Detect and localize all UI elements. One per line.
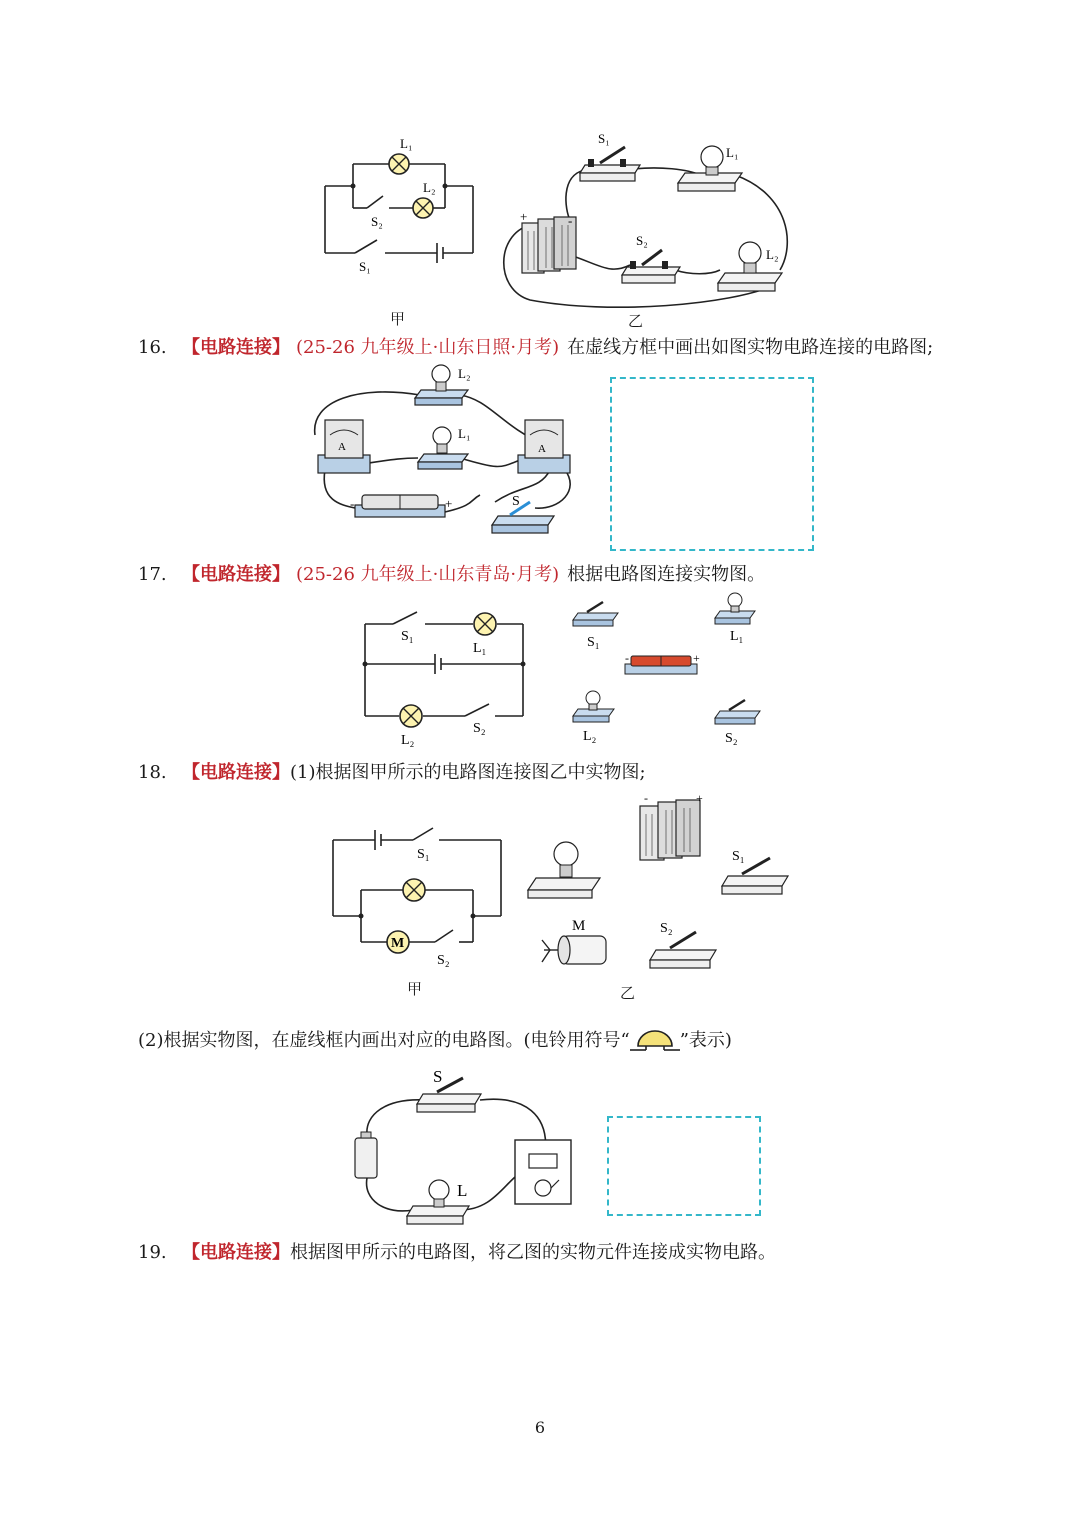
- q16-physical-diagram: [300, 360, 585, 550]
- svg-text:S₁: S₁: [401, 629, 414, 644]
- fig15-caption-jia: 甲: [390, 312, 406, 328]
- q17-switch-s2: [715, 700, 760, 724]
- page-number: 6: [534, 1418, 546, 1437]
- svg-text:S₁: S₁: [732, 849, 745, 864]
- q18-text1: (1)根据图甲所示的电路图连接图乙中实物图;: [290, 762, 646, 783]
- svg-text:L₂: L₂: [458, 366, 471, 381]
- q18-part2-physical-diagram: [345, 1060, 580, 1232]
- svg-text:+: +: [520, 209, 528, 224]
- q18-caption-jia: 甲: [407, 982, 423, 998]
- q17-circuit-diagram: [355, 600, 530, 750]
- svg-text:+: +: [693, 651, 700, 665]
- q19-number: 19.: [138, 1242, 167, 1263]
- svg-text:L: L: [457, 1181, 468, 1200]
- q18-text2-b: ”表示): [679, 1030, 732, 1051]
- svg-text:-: -: [644, 791, 648, 805]
- q18-part2-battery: [355, 1132, 377, 1178]
- q18-motor: [542, 936, 606, 964]
- q17-physical-components: [565, 590, 765, 750]
- svg-text:+: +: [445, 496, 453, 511]
- q18-battery: [640, 800, 700, 860]
- svg-text:S₁: S₁: [417, 847, 430, 862]
- fig15-label-s1: S₁: [359, 259, 371, 274]
- svg-text:L₂: L₂: [583, 729, 597, 744]
- q17-lamp-l2: [573, 691, 614, 722]
- fig15-label-l2: L₂: [423, 180, 436, 195]
- q17-lamp-l1: [715, 593, 755, 624]
- q16-line: [138, 333, 933, 359]
- svg-text:S₂: S₂: [473, 721, 486, 736]
- q17-line: [138, 560, 765, 586]
- fig15-switch-s2: [622, 250, 680, 283]
- q16-battery-holder: [355, 495, 445, 517]
- q18-physical-components: [520, 790, 795, 975]
- svg-text:A: A: [538, 443, 546, 455]
- svg-text:A: A: [338, 441, 346, 453]
- q19-line: [138, 1238, 776, 1264]
- q17-tag: 【电路连接】: [182, 564, 290, 585]
- svg-text:L₁: L₁: [473, 641, 487, 656]
- q16-ammeter-right: [518, 420, 570, 473]
- svg-text:L₁: L₁: [458, 426, 471, 441]
- q16-answer-box[interactable]: [610, 377, 814, 551]
- q17-number: 17.: [138, 564, 167, 585]
- svg-text:S₂: S₂: [437, 953, 450, 968]
- fig15-caption-yi: 乙: [628, 314, 644, 330]
- svg-text:S₂: S₂: [725, 731, 738, 746]
- fig15-switch-s1: [580, 147, 640, 181]
- svg-text:-: -: [350, 496, 355, 511]
- svg-text:+: +: [696, 791, 703, 805]
- q17-text: 根据电路图连接实物图。: [567, 564, 766, 585]
- svg-text:S₂: S₂: [660, 921, 673, 936]
- svg-text:M: M: [572, 918, 586, 934]
- q18-switch-s2: [650, 932, 716, 968]
- q18-caption-yi: 乙: [620, 986, 636, 1002]
- q18-circuit-diagram: [325, 820, 510, 970]
- q18-tag: 【电路连接】: [182, 762, 290, 783]
- q16-ammeter-left: [318, 420, 370, 473]
- svg-text:S: S: [433, 1067, 443, 1086]
- svg-text:S: S: [512, 494, 520, 509]
- fig15-circuit-diagram: [315, 128, 480, 278]
- q16-source: (25-26 九年级上·山东日照·月考): [296, 337, 560, 358]
- q18-text2-a: (2)根据实物图，在虚线框内画出对应的电路图。(电铃用符号“: [138, 1030, 630, 1051]
- q18-part2-switch-s: [417, 1078, 481, 1112]
- q19-tag: 【电路连接】: [182, 1242, 290, 1263]
- q16-tag: 【电路连接】: [182, 337, 290, 358]
- q16-number: 16.: [138, 337, 167, 358]
- svg-text:S₁: S₁: [598, 131, 610, 146]
- q18-line: [138, 758, 646, 784]
- bell-icon: [630, 1026, 680, 1052]
- svg-text:L₁: L₁: [730, 629, 744, 644]
- q18-answer-box[interactable]: [607, 1116, 761, 1216]
- q16-switch-s: [492, 502, 554, 533]
- q16-text: 在虚线方框中画出如图实物电路连接的电路图;: [567, 337, 934, 358]
- svg-text:-: -: [568, 213, 573, 228]
- fig15-label-l1: L₁: [400, 136, 413, 151]
- q17-battery-holder: [625, 656, 697, 674]
- svg-text:L₂: L₂: [401, 733, 415, 748]
- q18-part2-line: [138, 1026, 732, 1052]
- svg-text:S₁: S₁: [587, 635, 600, 650]
- svg-text:S₂: S₂: [636, 233, 648, 248]
- q17-switch-s1: [573, 602, 618, 626]
- svg-text:L₁: L₁: [726, 145, 739, 160]
- svg-text:-: -: [625, 651, 629, 665]
- fig15-label-s2: S₂: [371, 214, 383, 229]
- q18-lamp: [528, 842, 600, 898]
- q18-number: 18.: [138, 762, 167, 783]
- svg-text:L₂: L₂: [766, 247, 779, 262]
- q18-part2-electric-bell: [515, 1140, 571, 1204]
- fig15-physical-diagram: [490, 125, 810, 325]
- q19-text: 根据图甲所示的电路图，将乙图的实物元件连接成实物电路。: [290, 1242, 776, 1263]
- q17-source: (25-26 九年级上·山东青岛·月考): [296, 564, 560, 585]
- svg-text:M: M: [391, 936, 405, 951]
